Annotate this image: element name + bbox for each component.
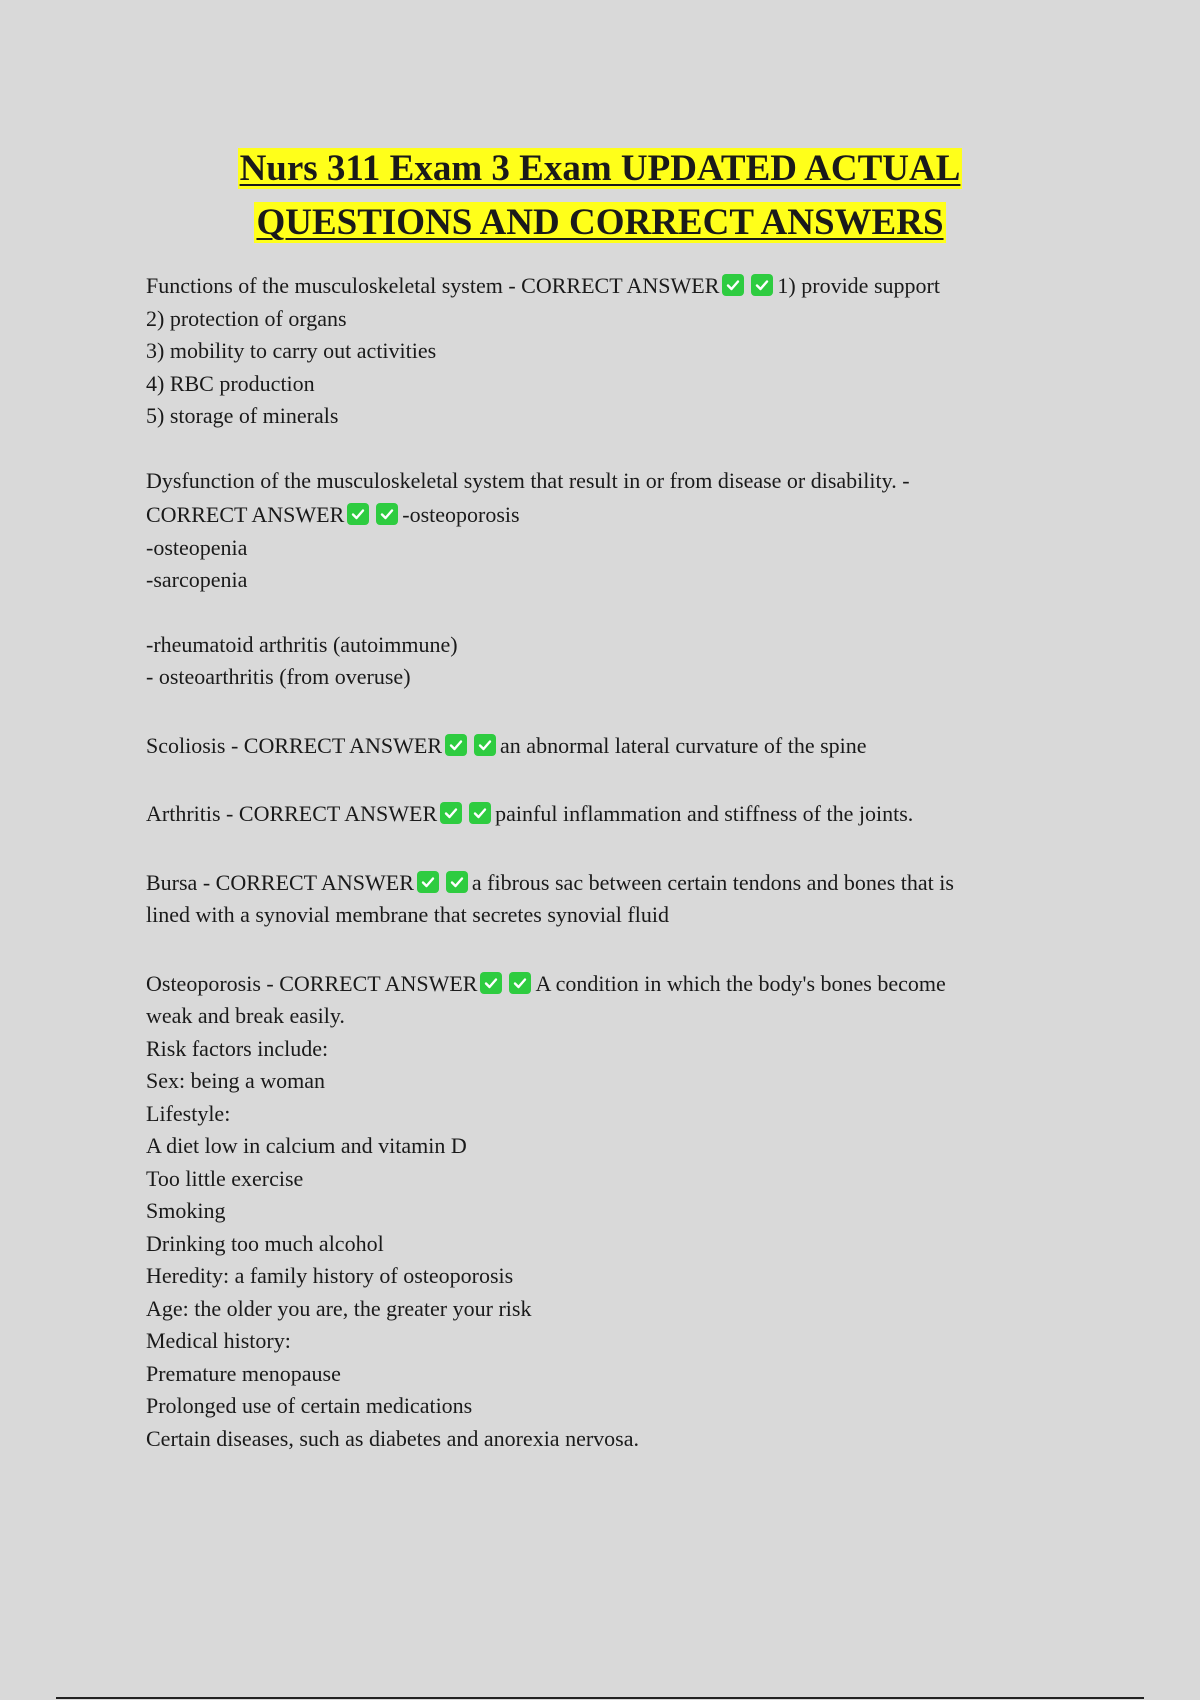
answer-label: CORRECT ANSWER [521, 273, 720, 298]
green-checkbox-icon [474, 734, 496, 756]
answer-line: Too little exercise [146, 1165, 304, 1191]
green-checkbox-icon [376, 503, 398, 525]
answer-text: a fibrous sac between certain tendons and bones that is [471, 869, 954, 895]
question-text: Dysfunction of the musculoskeletal system that result in or from disease or disability. - [146, 467, 910, 493]
qa-item [146, 867, 1046, 900]
question-text: Bursa - [146, 869, 216, 895]
green-checkbox-icon [440, 802, 462, 824]
answer-line: -sarcopenia [146, 567, 248, 592]
green-checkbox-icon [722, 274, 744, 296]
answer-label: CORRECT ANSWER [279, 970, 478, 996]
answer-line: Drinking too much alcohol [146, 1230, 384, 1256]
answer-line: - osteoarthritis (from overuse) [146, 664, 411, 689]
title-line-1: Nurs 311 Exam 3 Exam UPDATED ACTUAL [239, 148, 961, 189]
question-text: Scoliosis - [146, 732, 244, 758]
green-checkbox-icon [445, 734, 467, 756]
answer-line: Risk factors include: [146, 1035, 329, 1061]
answer-text: A condition in which the body's bones become [535, 970, 946, 996]
answer-line: -osteopenia [146, 534, 248, 560]
answer-line: 4) RBC production [146, 370, 315, 396]
footer-divider [56, 1697, 1144, 1699]
question-text: Arthritis - [146, 801, 239, 826]
answer-line: A diet low in calcium and vitamin D [146, 1133, 467, 1158]
question-text: Osteoporosis - [146, 970, 280, 996]
answer-line: 2) protection of organs [146, 305, 347, 331]
qa-item [146, 798, 1046, 831]
qa-item [146, 499, 1046, 532]
answer-line: 3) mobility to carry out activities [146, 338, 437, 363]
answer-label: CORRECT ANSWER [243, 732, 443, 758]
green-checkbox-icon [347, 503, 369, 525]
document-title [0, 142, 1200, 250]
answer-line: Smoking [146, 1198, 226, 1223]
answer-line: lined with a synovial membrane that secretes synovial fluid [146, 902, 669, 927]
answer-line: Medical history: [146, 1328, 291, 1353]
green-checkbox-icon [446, 871, 468, 893]
answer-text: -osteoporosis [402, 502, 520, 527]
answer-label: CORRECT ANSWER [146, 502, 345, 527]
answer-line: Premature menopause [146, 1360, 341, 1386]
answer-text: painful inflammation and stiffness of the joints. [495, 801, 914, 826]
answer-line: Lifestyle: [146, 1100, 231, 1126]
answer-label: CORRECT ANSWER [238, 801, 438, 826]
answer-line: Sex: being a woman [146, 1068, 326, 1093]
green-checkbox-icon [751, 274, 773, 296]
answer-line: 5) storage of minerals [146, 403, 339, 428]
green-checkbox-icon [480, 972, 502, 994]
answer-line: Certain diseases, such as diabetes and anorexia nervosa. [146, 1425, 639, 1451]
green-checkbox-icon [469, 802, 491, 824]
answer-line: -rheumatoid arthritis (autoimmune) [146, 631, 458, 657]
answer-label: CORRECT ANSWER [215, 869, 414, 895]
qa-item [146, 968, 1046, 1001]
answer-line: Heredity: a family history of osteoporosis [146, 1263, 514, 1288]
title-line-2: QUESTIONS AND CORRECT ANSWERS [256, 202, 944, 243]
green-checkbox-icon [417, 871, 439, 893]
green-checkbox-icon [509, 972, 531, 994]
answer-line: Age: the older you are, the greater your risk [146, 1295, 532, 1321]
document-body [146, 270, 1046, 1455]
answer-text: 1) provide support [777, 273, 940, 298]
answer-line: weak and break easily. [146, 1003, 345, 1028]
answer-line: Prolonged use of certain medications [146, 1393, 473, 1418]
answer-text: an abnormal lateral curvature of the spine [500, 732, 867, 758]
qa-item [146, 270, 1046, 303]
qa-item [146, 730, 1046, 763]
question-text: Functions of the musculoskeletal system - [146, 273, 522, 298]
